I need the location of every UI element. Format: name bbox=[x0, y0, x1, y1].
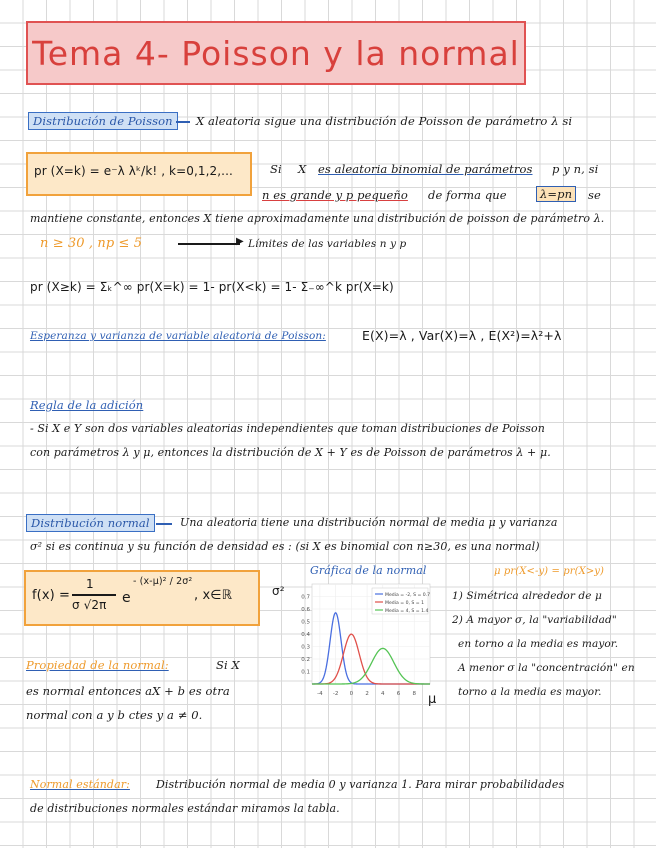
approx-si: Si bbox=[270, 162, 282, 176]
property-1: Si X bbox=[216, 658, 240, 672]
property-heading: Propiedad de la normal: bbox=[26, 658, 169, 672]
arrow-icon bbox=[176, 121, 190, 123]
normal-formula-num: 1 bbox=[86, 577, 94, 591]
approx-binomial: es aleatoria binomial de parámetros bbox=[318, 162, 533, 176]
addition-line2: con parámetros λ y μ, entonces la distribución de X + Y es de Poisson de parámetros λ + μ. bbox=[30, 446, 551, 459]
x-tick-label: 0 bbox=[349, 691, 354, 697]
arrow-icon bbox=[156, 523, 172, 525]
normal-formula-exp: - (x-μ)² / 2σ² bbox=[133, 576, 193, 587]
prop-3: en torno a la media es mayor. bbox=[458, 638, 619, 650]
y-tick-label: 0.4 bbox=[301, 632, 310, 638]
expectation-label: Esperanza y varianza de variable aleatoria de Poisson: bbox=[30, 330, 326, 342]
normal-heading: Distribución normal bbox=[26, 514, 155, 532]
approx-params: p y n, si bbox=[552, 162, 599, 176]
legend-label: Media = 4, S = 1.4 bbox=[385, 609, 429, 614]
poisson-formula: pr (X=k) = e⁻λ λᵏ/k! , k=0,1,2,... bbox=[34, 164, 233, 178]
y-tick-label: 0.7 bbox=[301, 594, 310, 601]
legend-label: Media = 0, S = 1 bbox=[385, 601, 425, 606]
y-tick-label: 0.6 bbox=[301, 607, 310, 613]
approx-se: se bbox=[588, 188, 601, 202]
legend-label: Media = -2, S = 0.7 bbox=[385, 593, 431, 598]
arrow-head-icon: ▶ bbox=[236, 236, 244, 247]
prop-4: A menor σ la "concentración" en bbox=[458, 662, 635, 674]
normal-formula-domain: , x∈ℝ bbox=[194, 588, 233, 603]
y-tick-label: 0.2 bbox=[301, 657, 310, 663]
property-2: es normal entonces aX + b es otra bbox=[26, 684, 230, 698]
x-tick-label: 6 bbox=[396, 691, 401, 697]
property-3: normal con a y b ctes y a ≠ 0. bbox=[26, 708, 203, 722]
chart-xlabel: μ bbox=[428, 692, 437, 707]
normal-formula-e: e bbox=[122, 590, 131, 606]
fraction-bar bbox=[72, 594, 116, 596]
y-tick-label: 0.1 bbox=[301, 669, 310, 676]
x-tick-label: -4 bbox=[317, 691, 323, 697]
standard-line2: de distribuciones normales estándar miramos la tabla. bbox=[30, 802, 340, 815]
poisson-cumulative: pr (X≥k) = Σₖ^∞ pr(X=k) = 1- pr(X<k) = 1- Σ₋∞^k pr(X=k) bbox=[30, 280, 394, 294]
chart-ylabel: σ² bbox=[272, 584, 285, 598]
poisson-heading: Distribución de Poisson bbox=[28, 112, 178, 130]
approx-conclusion: mantiene constante, entonces X tiene aproximadamente una distribución de poisson de parámetro λ. bbox=[30, 212, 605, 225]
prop-1: 1) Simétrica alrededor de μ bbox=[452, 590, 602, 602]
approx-n-grande: n es grande y p pequeño bbox=[262, 188, 408, 202]
approx-de-forma: de forma que bbox=[428, 188, 507, 202]
standard-heading: Normal estándar: bbox=[30, 778, 130, 791]
prop-2: 2) A mayor σ, la "variabilidad" bbox=[452, 614, 617, 626]
limits-values: n ≥ 30 , np ≤ 5 bbox=[40, 236, 143, 251]
y-tick-label: 0.3 bbox=[301, 644, 310, 651]
x-tick-label: 4 bbox=[381, 691, 385, 697]
approx-x: X bbox=[298, 162, 307, 176]
approx-lambda-pn: λ=pn bbox=[536, 186, 576, 202]
normal-formula-den: σ √2π bbox=[72, 598, 107, 612]
x-tick-label: -2 bbox=[332, 691, 339, 697]
normal-intro: Una aleatoria tiene una distribución normal de media μ y varianza bbox=[180, 516, 558, 529]
prop-5: torno a la media es mayor. bbox=[458, 686, 602, 698]
x-tick-label: 8 bbox=[412, 691, 417, 697]
addition-heading: Regla de la adición bbox=[30, 398, 144, 412]
x-tick-label: 2 bbox=[365, 691, 369, 697]
page-title: Tema 4- Poisson y la normal bbox=[32, 33, 520, 73]
symmetry-header: μ pr(X<-y) = pr(X>y) bbox=[494, 566, 605, 577]
poisson-intro: X aleatoria sigue una distribución de Poisson de parámetro λ si bbox=[196, 114, 573, 128]
arrow-icon bbox=[178, 243, 240, 245]
y-tick-label: 0.5 bbox=[301, 619, 310, 626]
addition-line1: - Si X e Y son dos variables aleatorias independientes que toman distribuciones de Poisson bbox=[30, 422, 545, 435]
normal-chart bbox=[294, 580, 434, 698]
expectation-values: E(X)=λ , Var(X)=λ , E(X²)=λ²+λ bbox=[362, 328, 562, 343]
normal-line2: σ² si es continua y su función de densidad es : (si X es binomial con n≥30, es una normal) bbox=[30, 540, 540, 553]
limits-label: Límites de las variables n y p bbox=[248, 238, 407, 250]
graph-title: Gráfica de la normal bbox=[310, 564, 427, 577]
standard-line1: Distribución normal de media 0 y varianza 1. Para mirar probabilidades bbox=[156, 778, 565, 791]
normal-formula-lhs: f(x) = bbox=[32, 588, 71, 603]
